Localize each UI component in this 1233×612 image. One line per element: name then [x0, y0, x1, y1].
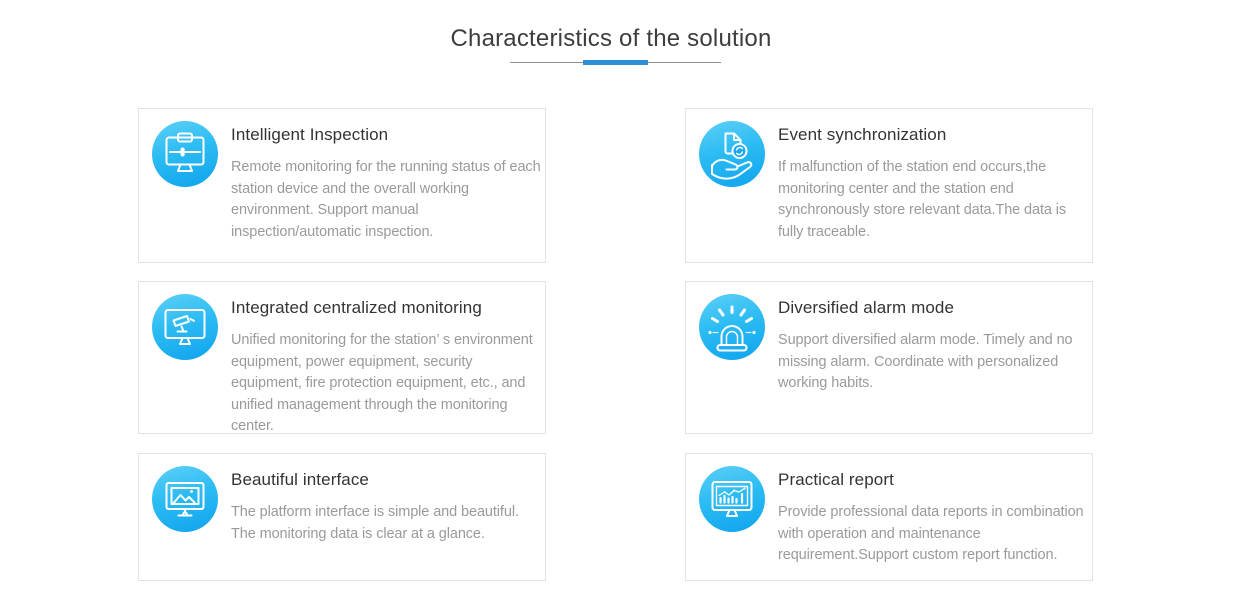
card-title: Practical report	[778, 470, 894, 489]
card-content	[778, 467, 1088, 567]
monitor-image-icon	[152, 466, 218, 532]
card-title: Beautiful interface	[231, 470, 369, 489]
feature-card-intelligent-inspection	[138, 108, 546, 263]
card-description: Provide professional data reports in combination with operation and maintenance requirement.Support custom report function.	[778, 504, 1084, 563]
card-title: Event synchronization	[778, 125, 947, 144]
feature-card-integrated-centralized-monitoring	[138, 281, 546, 434]
feature-card-diversified-alarm-mode	[685, 281, 1093, 434]
card-description: Support diversified alarm mode. Timely and no missing alarm. Coordinate with personalized working habits.	[778, 332, 1073, 391]
feature-card-beautiful-interface	[138, 453, 546, 581]
card-title: Integrated centralized monitoring	[231, 298, 482, 317]
card-content	[231, 122, 541, 243]
hand-document-sync-icon	[699, 121, 765, 187]
card-description: If malfunction of the station end occurs,the monitoring center and the station end synchronously store relevant data.The data is fully traceable.	[778, 159, 1067, 240]
card-content	[778, 295, 1088, 395]
underline-left-segment	[510, 62, 583, 63]
feature-card-event-synchronization	[685, 108, 1093, 263]
card-content	[231, 467, 541, 545]
card-content	[231, 295, 541, 438]
card-content	[778, 122, 1088, 243]
title-underline	[510, 59, 721, 65]
card-description: The platform interface is simple and beautiful. The monitoring data is clear at a glance.	[231, 504, 519, 542]
alarm-beacon-icon	[699, 294, 765, 360]
monitor-cctv-icon	[152, 294, 218, 360]
card-title: Diversified alarm mode	[778, 298, 955, 317]
card-title: Intelligent Inspection	[231, 125, 389, 144]
feature-card-practical-report	[685, 453, 1093, 581]
underline-right-segment	[648, 62, 721, 63]
monitor-chart-icon	[699, 466, 765, 532]
card-description: Remote monitoring for the running status of each station device and the overall working environment. Support manual inspection/automatic inspection.	[231, 159, 541, 240]
underline-accent-segment	[583, 60, 648, 65]
monitor-slider-icon	[152, 121, 218, 187]
card-description: Unified monitoring for the station’ s environment equipment, power equipment, security equipment, fire protection equipment, etc., and unified management through the monitoring center.	[231, 332, 533, 434]
page-title: Characteristics of the solution	[450, 25, 772, 52]
